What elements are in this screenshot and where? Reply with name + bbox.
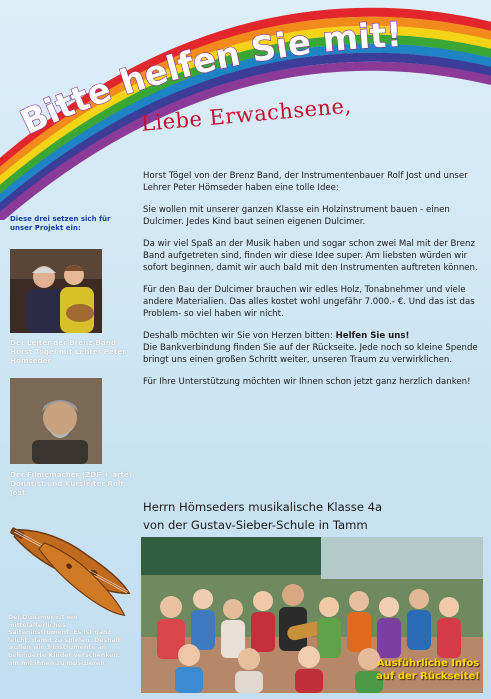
thanks-paragraph: Für Ihre Unterstützung möchten wir Ihnen schon jetzt ganz herzlich danken! — [143, 377, 471, 388]
svg-text:Bitte helfen Sie mit!: Bitte helfen Sie mit! — [14, 14, 403, 144]
photo-band-leader-teacher — [10, 249, 102, 333]
paragraph: Sie wollen mit unserer ganzen Klasse ein Holzinstrument bauen - einen Dulcimer. Jedes Kind baut seinen eigenen Dulcimer. — [143, 204, 450, 228]
sidebar-intro: Diese drei setzen sich für unser Projekt ein: — [10, 215, 111, 232]
dulcimer-illustration — [0, 508, 140, 620]
caption-dulcimer: Der Dulcimer ist ein mittelalterliches Saiteninstrument. Es ist ganz leicht, damit zu spielen. Deshalb wollen wir 3 Instrumente an behinderte Kinder verschenken, um mit ihnen zu musizieren. — [8, 614, 123, 667]
headline — [0, 0, 491, 160]
donation-emphasis: Helfen Sie uns! — [335, 331, 410, 342]
caption-band-leader: Der Leiter der Brenz-Band Horst Tögel mit Lehrer Peter Hömseder — [10, 338, 126, 365]
donation-rest: Die Bankverbindung finden Sie auf der Rückseite. Jede noch so kleine Spende bringt uns einen großen Schritt weiter, unseren Traum zu verwirklichen. — [143, 343, 478, 366]
caption-filmmaker: Der Filmemacher (ZDF + arte), Donatist und Kursleiter Rolf Jost — [10, 470, 135, 497]
info-note: Ausführliche Infos auf der Rückseite! — [376, 658, 480, 682]
photo-filmmaker — [10, 378, 102, 464]
signature-line: Herrn Hömseders musikalische Klasse 4a — [143, 500, 383, 514]
paragraph: Horst Tögel von der Brenz Band, der Instrumentenbauer Rolf Jost und unser Lehrer Peter Hömseder haben eine tolle Idee: — [143, 171, 468, 194]
greeting: Liebe Erwachsene, — [140, 93, 353, 136]
donation-intro: Deshalb möchten wir Sie von Herzen bitten: — [143, 331, 336, 342]
donation-paragraph — [143, 330, 483, 367]
letter-body — [143, 170, 483, 398]
paragraph: Da wir viel Spaß an der Musik haben und sogar schon zwei Mal mit der Brenz Band aufgetreten sind, finden wir diese Idee super. Am liebsten würden wir sofort beginnen, damit wir auch bald mit den Instrumenten auftreten können. — [143, 238, 478, 274]
signature — [143, 498, 483, 534]
paragraph: Für den Bau der Dulcimer brauchen wir edles Holz, Tonabnehmer und viele andere Materialien. Das alles kostet wohl ungefähr 7.000.- €. Und das ist das Problem- so viel haben wir nicht. — [143, 284, 475, 320]
signature-line: von der Gustav-Sieber-Schule in Tamm — [143, 518, 368, 532]
